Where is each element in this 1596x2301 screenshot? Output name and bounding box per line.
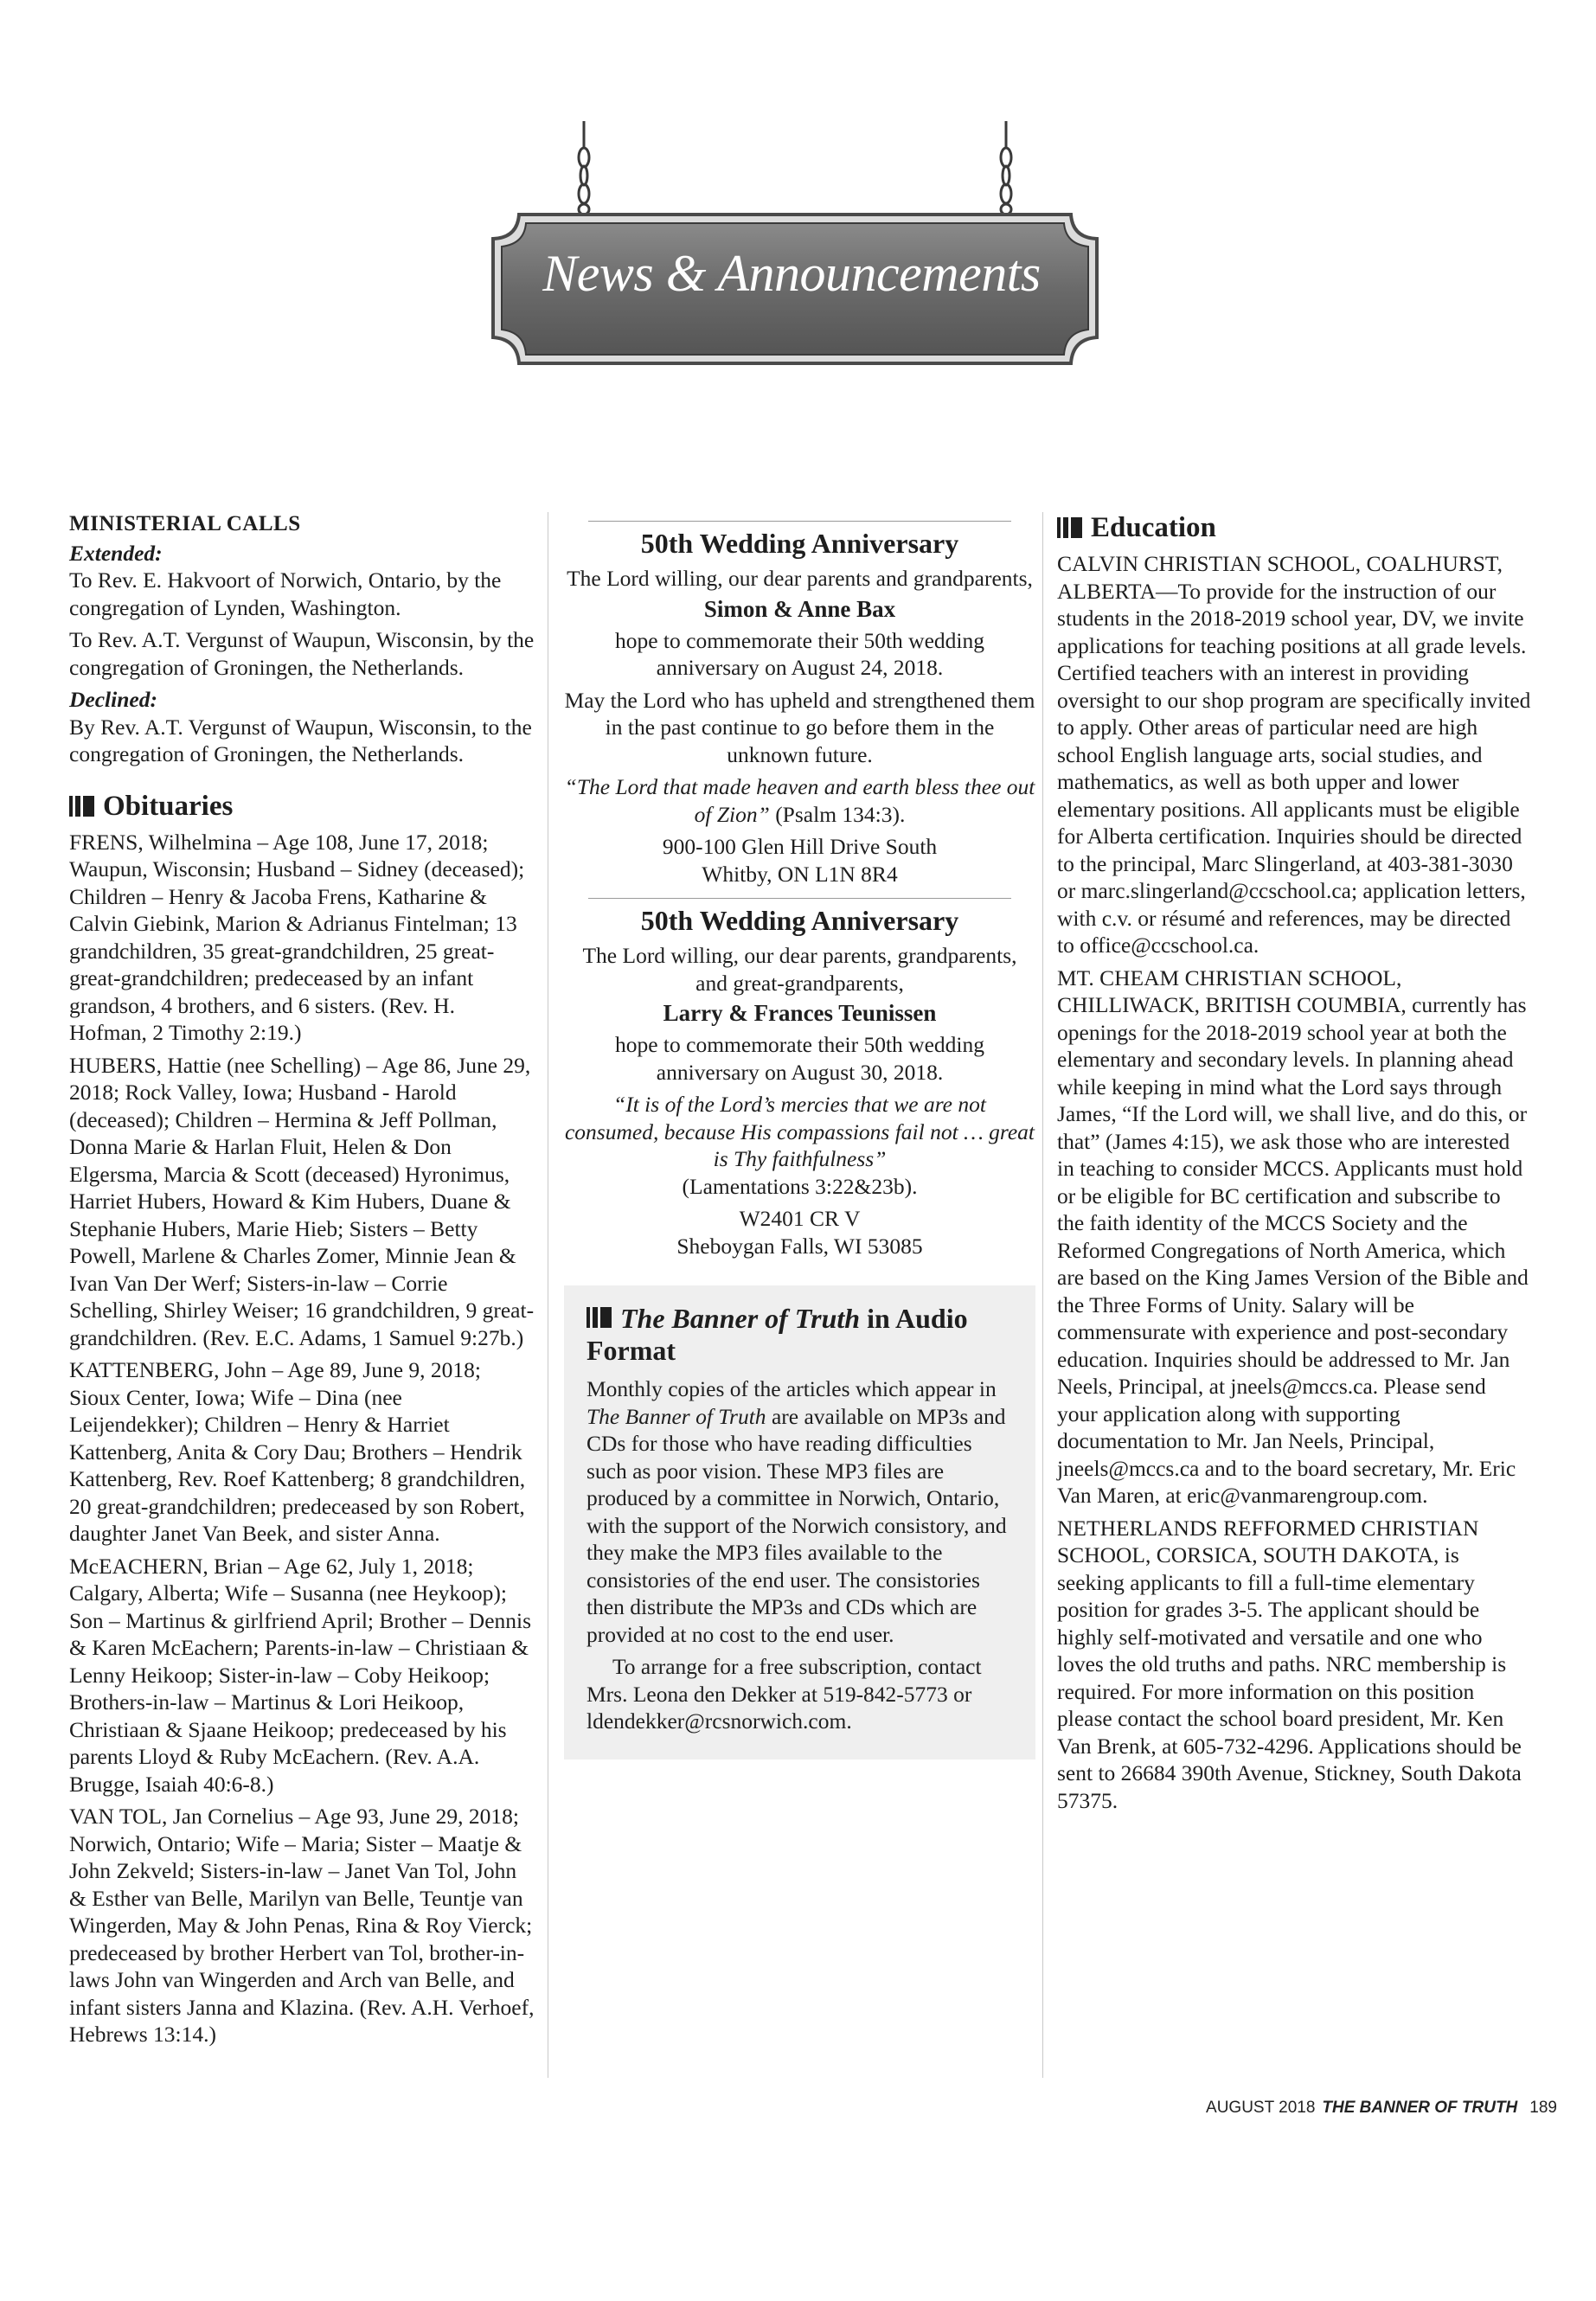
hanging-sign-graphic bbox=[0, 0, 1596, 484]
column-divider bbox=[1042, 512, 1043, 2078]
text-segment: Monthly copies of the articles which appear in bbox=[586, 1376, 997, 1401]
audio-format-title-rest: in Audio Format bbox=[586, 1303, 968, 1366]
ministerial-calls-heading: MINISTERIAL CALLS bbox=[69, 512, 301, 535]
anniversary-announcement bbox=[564, 898, 1035, 1259]
anniversary-ref: (Psalm 134:3). bbox=[769, 801, 906, 827]
right-chain bbox=[1001, 121, 1011, 215]
column-right bbox=[1057, 510, 1531, 1819]
section-bars-icon bbox=[69, 796, 94, 817]
anniversary-intro: The Lord willing, our dear parents, grandparents, and great-grandparents, bbox=[582, 943, 1017, 996]
anniversary-wish: May the Lord who has upheld and strengthened them in the past continue to go before them in the unknown future. bbox=[564, 687, 1035, 767]
declined-label: Declined: bbox=[69, 687, 157, 712]
obituaries-heading bbox=[69, 789, 536, 824]
anniversary-title: 50th Wedding Anniversary bbox=[640, 528, 959, 559]
audio-format-paragraph bbox=[586, 1375, 1013, 1648]
page-number: 189 bbox=[1529, 2099, 1557, 2117]
extended-label: Extended: bbox=[69, 540, 163, 566]
anniversary-verse bbox=[564, 773, 1035, 828]
obituary-entry: VAN TOL, Jan Cornelius – Age 93, June 29, 2018; Norwich, Ontario; Wife – Maria; Sister – Maatje & John Zekveld; Sisters-in-law – Janet Van Tol, John & Esther van Belle, Marilyn van Belle, Teuntje van Wingerden, May & John Penas, Rina & Roy Vierck; predeceased by brother Herbert van Tol, brother-in-laws John van Wingerden and Arch van Belle, and infant sisters Janna and Klazina. (Rev. A.H. Verhoef, Hebrews 13:14.) bbox=[69, 1804, 535, 2047]
obituaries-title: Obituaries bbox=[103, 790, 234, 822]
ministerial-calls-section bbox=[69, 510, 536, 768]
anniversary-title: 50th Wedding Anniversary bbox=[640, 905, 959, 936]
anniversary-ref: (Lamentations 3:22&23b). bbox=[682, 1173, 918, 1199]
subscription-paragraph: To arrange for a free subscription, contact Mrs. Leona den Dekker at 519-842-5773 or ldendekker@rcsnorwich.com. bbox=[586, 1654, 982, 1734]
magazine-name: The Banner of Truth bbox=[620, 1303, 861, 1334]
anniversary-quote: “It is of the Lord’s mercies that we are not consumed, because His compassions fail not … great is Thy faithfulness” bbox=[564, 1092, 1035, 1171]
section-bars-icon bbox=[1057, 517, 1082, 538]
page-title: News & Announcements bbox=[542, 245, 1041, 302]
left-chain bbox=[579, 121, 589, 215]
anniversary-names: Simon & Anne Bax bbox=[703, 595, 896, 622]
audio-format-box bbox=[564, 1285, 1035, 1759]
divider bbox=[588, 521, 1011, 522]
education-entry: NETHERLANDS REFFORMED CHRISTIAN SCHOOL, CORSICA, SOUTH DAKOTA, is seeking applicants to fill a full-time elementary position for grades 3-5. The applicant should be highly self-motivated and versatile and one who loves the old truths and paths. NRC membership is required. For more information on this position please contact the school board president, Mr. Ken Van Brenk, at 605-732-4296. Applications should be sent to 26684 390th Avenue, Stickney, South Dakota 57375. bbox=[1057, 1515, 1522, 1813]
text-segment: are available on MP3s and CDs for those who have reading difficulties such as poor vision. These MP3 files are produced by a committee in Norwich, Ontario, with the support of the Norwich consistory, and they make the MP3 files available to the consistories of the end user. The consistories then distribute the MP3s and CDs which are provided at no cost to the end user. bbox=[586, 1403, 1007, 1647]
education-entry: CALVIN CHRISTIAN SCHOOL, COALHURST, ALBERTA—To provide for the instruction of our students in the 2018-2019 school year, DV, we invite applications for teaching positions at all grade levels. Certified teachers with an interest in providing oversight to our shop program are specifically invited to apply. Other areas of particular need are high school English language arts, social studies, and mathematics, as well as both upper and lower elementary positions. All applicants must be eligible for Alberta certification. Inquiries should be directed to the principal, Marc Slingerland, at 403-381-3030 or marc.slingerland@ccschool.ca; application letters, with c.v. or résumé and references, may be directed to office@ccschool.ca. bbox=[1057, 551, 1531, 958]
section-bars-icon bbox=[586, 1307, 612, 1328]
anniversary-hope: hope to commemorate their 50th wedding anniversary on August 24, 2018. bbox=[614, 627, 984, 680]
anniversary-announcement bbox=[564, 521, 1035, 888]
call-item: To Rev. E. Hakvoort of Norwich, Ontario, by the congregation of Lynden, Washington. bbox=[69, 567, 502, 620]
anniversary-address-line1: W2401 CR V bbox=[739, 1206, 861, 1231]
column-left bbox=[69, 510, 536, 2054]
anniversary-names: Larry & Frances Teunissen bbox=[663, 1000, 937, 1026]
anniversary-address-line2: Whitby, ON L1N 8R4 bbox=[702, 861, 898, 887]
divider bbox=[588, 898, 1011, 899]
education-entry: MT. CHEAM CHRISTIAN SCHOOL, CHILLIWACK, BRITISH COUMBIA, currently has openings for the 2018-2019 school year at both the elementary and secondary levels. In planning ahead while keeping in mind what the Lord says through James, “If the Lord will, we shall live, and do this, or that” (James 4:15), we ask those who are interested in teaching to consider MCCS. Applicants must hold or be eligible for BC certification and subscribe to the faith identity of the MCCS Society and the Reformed Congregations of North America, which are based on the King James Version of the Bible and the Three Forms of Unity. Salary will be commensurate with experience and post-secondary education. Inquiries should be addressed to Mr. Jan Neels, Principal, at jneels@mccs.ca. Please send your application along with supporting documentation to Mr. Jan Neels, Principal, jneels@mccs.ca and to the board secretary, Mr. Eric Van Maren, at eric@vanmarengroup.com. bbox=[1057, 965, 1529, 1508]
obituary-entry: McEACHERN, Brian – Age 62, July 1, 2018; Calgary, Alberta; Wife – Susanna (nee Heykoop); Son – Martinus & girlfriend April; Brother – Dennis & Karen McEachern; Parents-in-law – Christiaan & Lenny Heikoop; Sister-in-law – Coby Heikoop; Brothers-in-law – Martinus & Lori Heikoop, Christiaan & Sjaane Heikoop; predeceased by his parents Lloyd & Ruby McEachern. (Rev. A.A. Brugge, Isaiah 40:6-8.) bbox=[69, 1553, 532, 1797]
obituary-entry: KATTENBERG, John – Age 89, June 9, 2018; Sioux Center, Iowa; Wife – Dina (nee Leijendekker); Children – Henry & Harriet Kattenberg, Anita & Cory Dau; Brothers – Hendrik Kattenberg, Rev. Roef Kattenberg; 8 grandchildren, 20 great-grandchildren; predeceased by son Robert, daughter Janet Van Beek, and sister Anna. bbox=[69, 1357, 526, 1546]
education-title: Education bbox=[1091, 512, 1216, 543]
header-sign bbox=[0, 0, 1596, 484]
column-middle bbox=[564, 510, 1035, 1759]
anniversary-hope: hope to commemorate their 50th wedding anniversary on August 30, 2018. bbox=[614, 1032, 984, 1085]
obituary-entry: HUBERS, Hattie (nee Schelling) – Age 86, June 29, 2018; Rock Valley, Iowa; Husband - Harold (deceased); Children – Hermina & Jeff Pollman, Donna Marie & Harlan Fluit, Helen & Don Elgersma, Marcia & Scott (deceased) Hyronimus, Harriet Hubers, Howard & Kim Hubers, Duane & Stephanie Hubers, Marie Hieb; Sisters – Betty Powell, Marlene & Charles Zomer, Minnie Jean & Ivan Van Der Werf; Sisters-in-law – Corrie Schelling, Shirley Weiser; 16 grandchildren, 9 great-grandchildren. (Rev. E.C. Adams, 1 Samuel 9:27b.) bbox=[69, 1052, 535, 1350]
call-item: To Rev. A.T. Vergunst of Waupun, Wisconsin, by the congregation of Groningen, the Netherlands. bbox=[69, 627, 535, 680]
anniversary-address-line2: Sheboygan Falls, WI 53085 bbox=[676, 1233, 923, 1259]
anniversary-quote: “The Lord that made heaven and earth bless thee out of Zion” bbox=[564, 774, 1035, 827]
anniversary-address-line1: 900-100 Glen Hill Drive South bbox=[662, 834, 938, 859]
page-footer bbox=[952, 2099, 1557, 2118]
issue-date: AUGUST 2018 bbox=[1206, 2099, 1316, 2117]
anniversary-intro: The Lord willing, our dear parents and grandparents, bbox=[567, 566, 1033, 591]
audio-format-heading bbox=[586, 1303, 1013, 1367]
call-item: By Rev. A.T. Vergunst of Waupun, Wisconsin, to the congregation of Groningen, the Netherlands. bbox=[69, 714, 532, 766]
obituary-entry: FRENS, Wilhelmina – Age 108, June 17, 2018; Waupun, Wisconsin; Husband – Sidney (deceased); Children – Henry & Jacoba Frens, Katharine & Calvin Giebink, Marion & Adrianus Fintelman; 13 grandchildren, 35 great-grandchildren, 25 great-great-grandchildren; predeceased by an infant grandson, 4 brothers, and 6 sisters. (Rev. H. Hofman, 2 Timothy 2:19.) bbox=[69, 829, 525, 1045]
magazine-name: The Banner of Truth bbox=[586, 1403, 766, 1429]
education-heading bbox=[1057, 510, 1531, 545]
magazine-title: THE BANNER OF TRUTH bbox=[1322, 2099, 1518, 2117]
